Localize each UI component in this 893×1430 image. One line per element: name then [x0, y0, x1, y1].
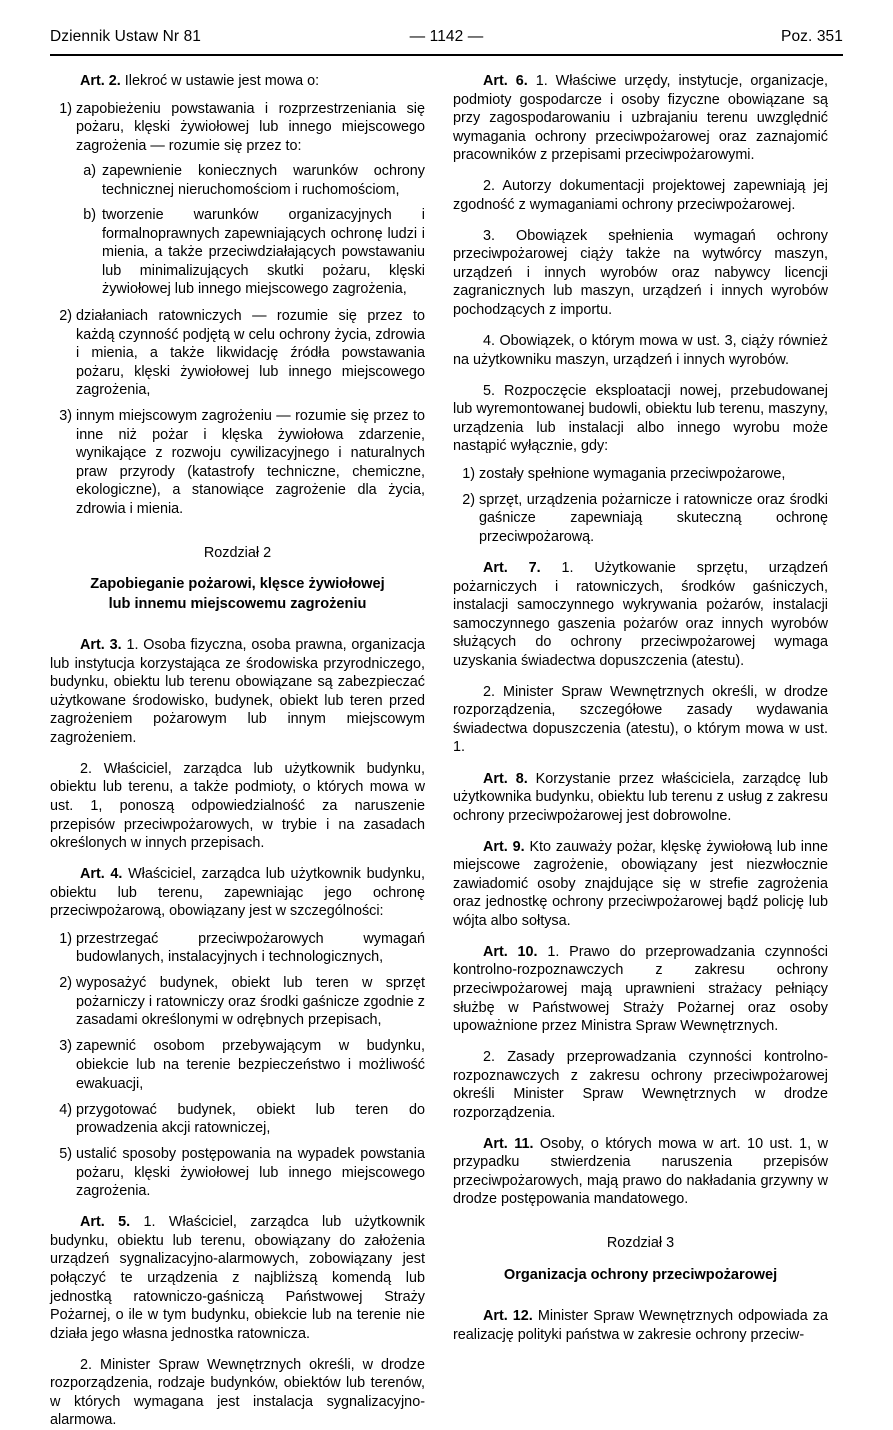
list-item: [50, 307, 425, 400]
list-item-text: innym miejscowym zagrożeniu — rozumie się przez to inne niż pożar i klęska żywiołowa zdarzenie, wynikające z rozwoju cywilizacyjnego i naturalnych praw przyrody (katastrofy techniczne, chemiczne, ekologiczne), a stanowiące zagrożenie dla życia, zdrowia i mienia.: [76, 408, 425, 517]
article-7: [453, 559, 828, 670]
article-8: [453, 770, 828, 826]
article-10-label: Art. 10.: [483, 943, 538, 960]
article-10-section-2: 2. Zasady przeprowadzania czynności kontrolno-rozpoznawczych z zakresu ochrony przeciwpożarowej określi Minister Spraw Wewnętrznych w drodze rozporządzenia.: [453, 1049, 828, 1121]
article-6-section-5: 5. Rozpoczęcie eksploatacji nowej, przebudowanej lub wyremontowanej budowli, obiektu lub terenu, maszyny, urządzenia lub instalacji albo innego wyrobu może nastąpić wyłącznie, gdy:: [453, 382, 828, 455]
article-7-text: 1. Użytkowanie sprzętu, urządzeń pożarniczych i ratowniczych, środków gaśniczych, instalacji samoczynnego wykrywania pożarów, instalacji samoczynnego gaszenia pożarów oraz innych wyrobów służących do ochrony przeciwpożarowej wymaga uzyskania świadectwa dopuszczenia (atestu).: [453, 560, 828, 669]
list-marker: 2): [59, 308, 72, 325]
article-3-section-2: 2. Właściciel, zarządca lub użytkownik budynku, obiektu lub terenu, a także podmioty, o których mowa w ust. 1, ponoszą odpowiedzialność za naruszenie przepisów przeciwpożarowych, w trybie i na zasadach określonych w innych przepisach.: [50, 760, 425, 852]
list-item-text: zapewnić osobom przebywającym w budynku, obiekcie lub na terenie bezpieczeństwo i możliwość ewakuacji,: [76, 1038, 425, 1092]
list-marker: 4): [59, 1101, 72, 1118]
list-marker: 1): [59, 930, 72, 947]
running-head: [50, 28, 843, 52]
list-item: [50, 100, 425, 156]
article-6-section-2: 2. Autorzy dokumentacji projektowej zapewniają jej zgodność z wymaganiami ochrony przeciwpożarowej.: [453, 178, 828, 213]
article-6-section-4: 4. Obowiązek, o którym mowa w ust. 3, ciąży również na użytkowniku maszyn, urządzeń i innych wyrobów.: [453, 333, 828, 368]
article-9-text: Kto zauważy pożar, klęskę żywiołową lub inne miejscowe zagrożenie, obowiązany jest niezwłocznie zawiadomić osoby znajdujące się w strefie zagrożenia oraz jednostkę ochrony przeciwpożarowej bądź policję lub wójta albo sołtysa.: [453, 838, 828, 929]
list-item: [50, 407, 425, 518]
list-item: [50, 974, 425, 1030]
column-right: [453, 72, 828, 1344]
list-submarker: a): [83, 163, 96, 180]
article-5-section-2: 2. Minister Spraw Wewnętrznych określi, w drodze rozporządzenia, rodzaje budynków, obiektów lub terenów, w których wymagana jest instalacja sygnalizacyjno-alarmowa.: [50, 1356, 425, 1429]
list-subitem: [50, 206, 425, 299]
running-head-right: Poz. 351: [781, 28, 843, 45]
article-8-text: Korzystanie przez właściciela, zarządcę lub użytkownika budynku, obiektu lub terenu z usług z zakresu ochrony przeciwpożarowej jest dobrowolne.: [453, 770, 828, 824]
list-item-text: ustalić sposoby postępowania na wypadek powstania pożaru, klęski żywiołowej lub innego miejscowego zagrożenia.: [76, 1146, 425, 1200]
article-3-label: Art. 3.: [80, 637, 122, 654]
list-item: [50, 1101, 425, 1138]
article-5: [50, 1213, 425, 1343]
list-item: [453, 465, 828, 484]
article-6: [453, 72, 828, 165]
list-subitem-text: tworzenie warunków organizacyjnych i formalnoprawnych zapewniających ochronę ludzi i mienia, a także przeciwdziałających powstawaniu lub minimalizujących skutki pożaru, klęski żywiołowej lub innego miejscowego zagrożenia,: [102, 207, 425, 298]
article-12: [453, 1307, 828, 1344]
article-3-text: 1. Osoba fizyczna, osoba prawna, organizacja lub instytucja korzystająca ze środowiska przyrodniczego, budynku, obiektu lub terenu obowiązane są zabezpieczać użytkowane środowisko, budynek, obiekt lub teren przed zagrożeniem pożarowym lub innym miejscowym zagrożeniem.: [50, 637, 425, 746]
article-10: [453, 943, 828, 1036]
list-subitem-text: zapewnienie koniecznych warunków ochrony technicznej nieruchomościom i ruchomościom,: [102, 163, 425, 198]
article-11-label: Art. 11.: [483, 1135, 534, 1152]
article-11-text: Osoby, o których mowa w art. 10 ust. 1, w przypadku stwierdzenia naruszenia przepisów przeciwpożarowych, mają prawo do nakładania grzywny w drodze postępowania mandatowego.: [453, 1135, 828, 1208]
list-marker: 2): [462, 491, 475, 508]
body-columns: [50, 72, 843, 1429]
article-3: [50, 636, 425, 747]
article-5-label: Art. 5.: [80, 1214, 131, 1231]
article-2-intro: [50, 72, 425, 91]
article-2-intro-text: Ilekroć w ustawie jest mowa o:: [120, 73, 320, 89]
chapter-title-line-2: lub innemu miejscowemu zagrożeniu: [108, 595, 367, 612]
list-marker: 3): [59, 1038, 72, 1055]
header-rule: [50, 54, 843, 56]
list-item: [50, 1145, 425, 1201]
chapter-number: Rozdział 2: [203, 544, 272, 561]
column-left: [50, 72, 425, 1430]
article-9: [453, 838, 828, 931]
chapter-number: Rozdział 3: [606, 1234, 675, 1251]
list-item-text: działaniach ratowniczych — rozumie się przez to każdą czynność podjętą w celu ochrony życia, zdrowia i mienia, a także likwidację źródła powstawania pożaru, klęski żywiołowej lub innego miejscowego zagrożenia,: [76, 308, 425, 399]
list-marker: 1): [462, 465, 475, 482]
list-item-text: zapobieżeniu powstawania i rozprzestrzeniania się pożaru, klęski żywiołowej lub innego miejscowego zagrożenia — rozumie się przez to:: [76, 100, 425, 154]
article-6-label: Art. 6.: [483, 73, 528, 89]
article-6-section-3: 3. Obowiązek spełnienia wymagań ochrony przeciwpożarowej ciąży także na wytwórcy maszyn, urządzeń i innych wyrobów oraz nabywcy licencji zagranicznych lub maszyn, urządzeń i innych wyrobów pochodzących z importu.: [453, 227, 828, 319]
list-submarker: b): [83, 207, 96, 224]
list-subitem: [50, 162, 425, 199]
list-item-text: zostały spełnione wymagania przeciwpożarowe,: [479, 465, 786, 482]
running-head-left: Dziennik Ustaw Nr 81: [50, 28, 202, 45]
article-7-label: Art. 7.: [483, 560, 541, 577]
list-item: [50, 930, 425, 967]
article-4-text: Właściciel, zarządca lub użytkownik budynku, obiektu lub terenu, zapewniając jego ochronę przeciwpożarową, obowiązany jest w szczególności:: [50, 866, 425, 920]
article-4: [50, 865, 425, 921]
list-marker: 1): [59, 100, 72, 117]
chapter-title-line-1: Zapobieganie pożarowi, klęsce żywiołowej: [90, 576, 385, 593]
article-6-text: 1. Właściwe urzędy, instytucje, organizacje, podmioty gospodarcze i osoby fizyczne obowiązane są przy zagospodarowaniu i uzbrajaniu terenu uwzględnić wymagania ochrony przeciwpożarowej oraz zaznajomić pracowników z przepisami przeciwpożarowymi.: [453, 73, 828, 164]
article-2-label: Art. 2.: [80, 73, 121, 89]
article-9-label: Art. 9.: [483, 838, 525, 855]
chapter-title: Organizacja ochrony przeciwpożarowej: [503, 1266, 778, 1283]
article-8-label: Art. 8.: [483, 770, 528, 787]
article-7-section-2: 2. Minister Spraw Wewnętrznych określi, w drodze rozporządzenia, szczegółowe zasady wydawania świadectwa dopuszczenia (atestu), o którym mowa w ust. 1.: [453, 683, 828, 756]
article-12-label: Art. 12.: [483, 1308, 533, 1325]
page-number: — 1142 —: [409, 28, 484, 45]
article-4-label: Art. 4.: [80, 866, 123, 883]
article-5-text: 1. Właściciel, zarządca lub użytkownik budynku, obiektu lub terenu, obowiązany do założenia urządzeń sygnalizacyjno-alarmowych, zobowiązany jest połączyć te urządzenia z najbliższą komendą lub jednostką ratowniczo-gaśniczą Państwowej Straży Pożarnej, o ile w tym budynku, obiekcie lub na terenie nie działa jego własna jednostka ratownicza.: [50, 1214, 425, 1342]
list-item: [453, 491, 828, 547]
list-item: [50, 1037, 425, 1093]
list-item-text: przygotować budynek, obiekt lub teren do prowadzenia akcji ratowniczej,: [76, 1101, 425, 1137]
list-marker: 5): [59, 1146, 72, 1163]
list-marker: 3): [59, 408, 72, 425]
list-item-text: sprzęt, urządzenia pożarnicze i ratownicze oraz środki gaśnicze zapewniają skuteczną ochronę przeciwpożarową.: [479, 491, 828, 545]
article-10-text: 1. Prawo do przeprowadzania czynności kontrolno-rozpoznawczych z zakresu ochrony przeciwpożarowej mają uprawnieni strażacy pełniący służbę w Państwowej Straży Pożarnej oraz osoby upoważnione przez Ministra Spraw Wewnętrznych.: [453, 943, 828, 1035]
list-marker: 2): [59, 975, 72, 992]
list-item-text: wyposażyć budynek, obiekt lub teren w sprzęt pożarniczy i ratowniczy oraz środki gaśnicze zgodnie z zasadami określonymi w odrębnych przepisach,: [76, 975, 425, 1029]
article-11: [453, 1135, 828, 1209]
article-12-text: Minister Spraw Wewnętrznych odpowiada za realizację polityki państwa w zakresie ochrony przeciw-: [453, 1308, 828, 1343]
list-item-text: przestrzegać przeciwpożarowych wymagań budowlanych, instalacyjnych i technologicznych,: [76, 930, 425, 966]
